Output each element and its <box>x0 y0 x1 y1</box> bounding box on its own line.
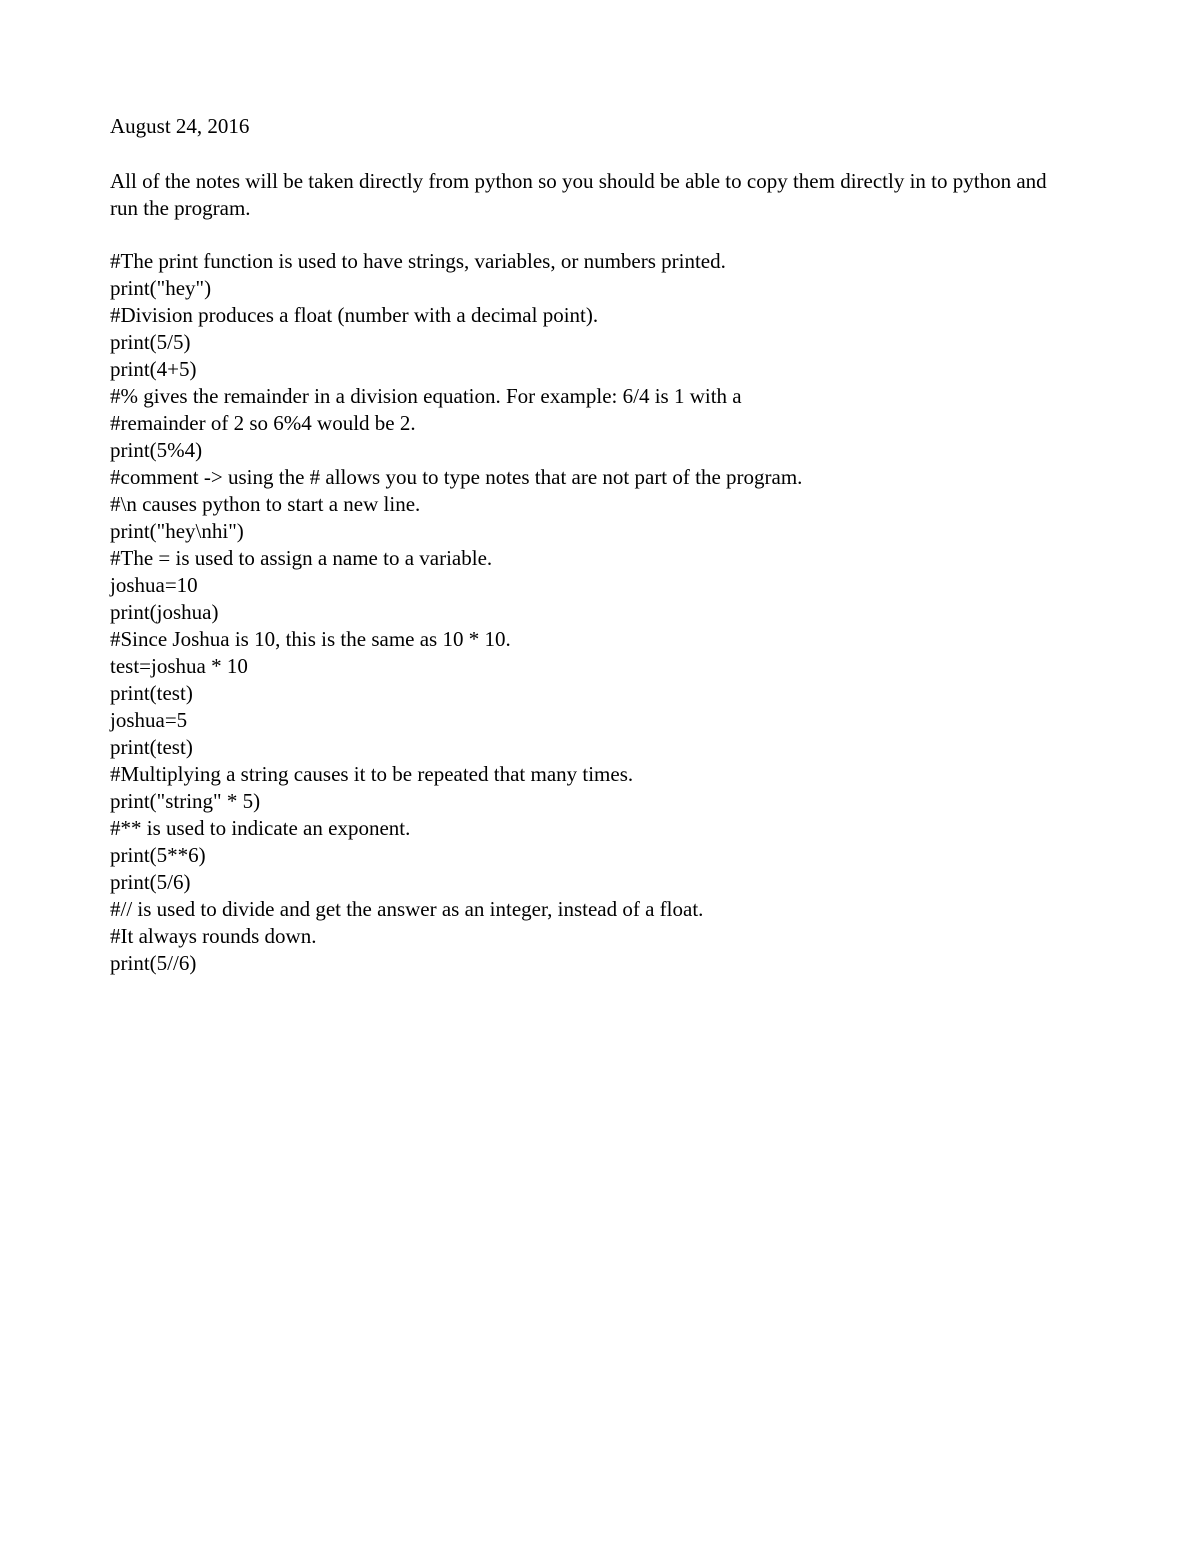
notes-list <box>110 248 1090 977</box>
note-line: print(5/5) <box>110 330 191 354</box>
note-line: #The = is used to assign a name to a variable. <box>110 546 493 570</box>
note-line: print("hey\nhi") <box>110 519 244 543</box>
note-line: print(5**6) <box>110 843 206 867</box>
note-line: print(test) <box>110 735 193 759</box>
note-line: #\n causes python to start a new line. <box>110 492 421 516</box>
note-line: #comment -> using the # allows you to type notes that are not part of the program. <box>110 465 803 489</box>
note-line: print(test) <box>110 681 193 705</box>
note-line: #It always rounds down. <box>110 924 317 948</box>
note-line: print(joshua) <box>110 600 219 624</box>
note-line: print(5//6) <box>110 951 197 975</box>
note-line: print(5%4) <box>110 438 203 462</box>
note-line: print("string" * 5) <box>110 789 261 813</box>
note-line: print("hey") <box>110 276 212 300</box>
note-line: #remainder of 2 so 6%4 would be 2. <box>110 411 416 435</box>
note-line: test=joshua * 10 <box>110 654 248 678</box>
note-line: print(5/6) <box>110 870 191 894</box>
note-line: #Division produces a float (number with a decimal point). <box>110 303 599 327</box>
note-line: joshua=5 <box>110 708 188 732</box>
intro-paragraph: All of the notes will be taken directly from python so you should be able to copy them directly in to python and run the program. <box>110 169 1047 220</box>
note-line: #// is used to divide and get the answer as an integer, instead of a float. <box>110 897 704 921</box>
note-line: #Since Joshua is 10, this is the same as 10 * 10. <box>110 627 511 651</box>
note-line: print(4+5) <box>110 357 197 381</box>
note-line: #% gives the remainder in a division equation. For example: 6/4 is 1 with a <box>110 384 742 408</box>
document-date: August 24, 2016 <box>110 114 250 138</box>
note-line: #The print function is used to have strings, variables, or numbers printed. <box>110 249 726 273</box>
note-line: joshua=10 <box>110 573 198 597</box>
note-line: #** is used to indicate an exponent. <box>110 816 411 840</box>
note-line: #Multiplying a string causes it to be repeated that many times. <box>110 762 634 786</box>
